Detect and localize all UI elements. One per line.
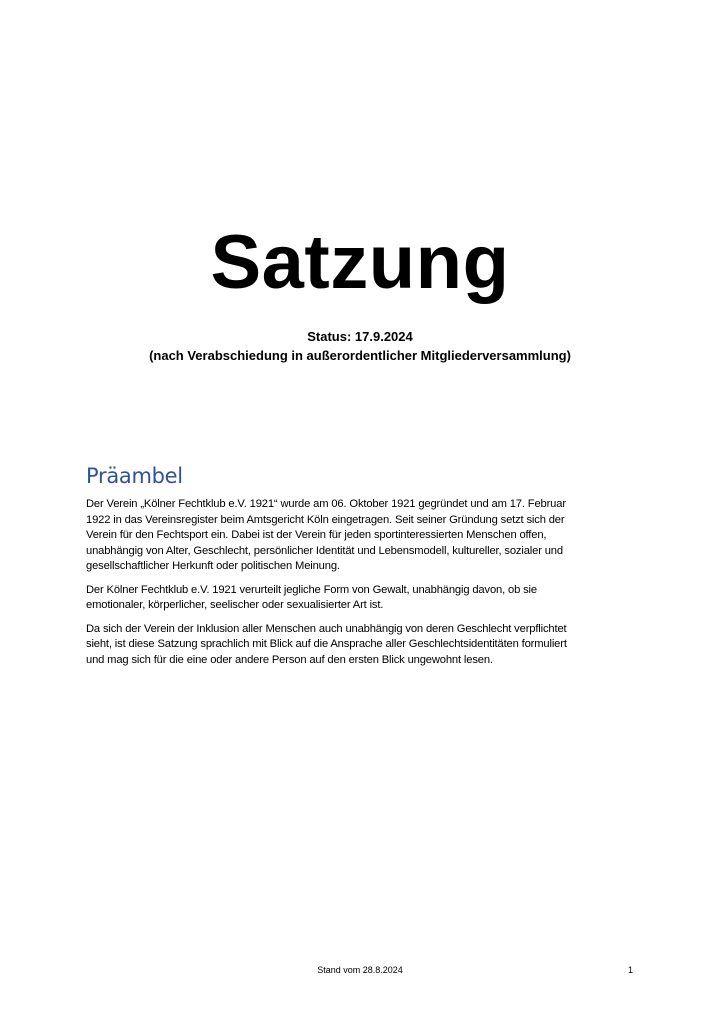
paragraph-line: Verein für den Fechtsport ein. Dabei ist der Verein für jeden sportinteressierten Menschen offen, xyxy=(86,529,547,541)
paragraph-line: Der Kölner Fechtklub e.V. 1921 verurteilt jegliche Form von Gewalt, unabhängig davon, ob sie xyxy=(86,583,537,596)
paragraph-line: Der Verein „Kölner Fechtklub e.V. 1921“ wurde am 06. Oktober 1921 gegründet und am 17. Februar xyxy=(86,498,566,510)
footer-stand-date: Stand vom 28.8.2024 xyxy=(317,965,403,975)
paragraph-line: emotionaler, körperlicher, seelischer oder sexualisierter Art ist. xyxy=(86,599,384,611)
preamble-paragraph-2 xyxy=(86,583,638,614)
paragraph-line: 1922 in das Vereinsregister beim Amtsgericht Köln eingetragen. Seit seiner Gründung setzt sich der xyxy=(86,513,565,526)
footer-page-number: 1 xyxy=(628,965,634,975)
document-title: Satzung xyxy=(210,220,510,305)
preamble-body xyxy=(86,497,638,676)
status-block xyxy=(0,327,720,365)
paragraph-line: gesellschaftlicher Herkunft oder politischen Meinung. xyxy=(86,560,340,572)
section-heading-preamble: Präambel xyxy=(86,464,183,488)
status-line: Status: 17.9.2024 xyxy=(307,329,413,344)
preamble-paragraph-3 xyxy=(86,622,638,669)
paragraph-line: und mag sich für die eine oder andere Person auf den ersten Blick ungewohnt lesen. xyxy=(86,653,493,666)
paragraph-line: unabhängig von Alter, Geschlecht, persönlicher Identität und Lebensmodell, kultureller, sozialer und xyxy=(86,544,563,557)
status-note: (nach Verabschiedung in außerordentlicher Mitgliederversammlung) xyxy=(149,348,571,363)
paragraph-line: Da sich der Verein der Inklusion aller Menschen auch unabhängig von deren Geschlecht verpflichtet xyxy=(86,622,567,635)
paragraph-line: sieht, ist diese Satzung sprachlich mit Blick auf die Ansprache aller Geschlechtsidentitäten formuliert xyxy=(86,638,567,650)
preamble-paragraph-1 xyxy=(86,497,638,575)
